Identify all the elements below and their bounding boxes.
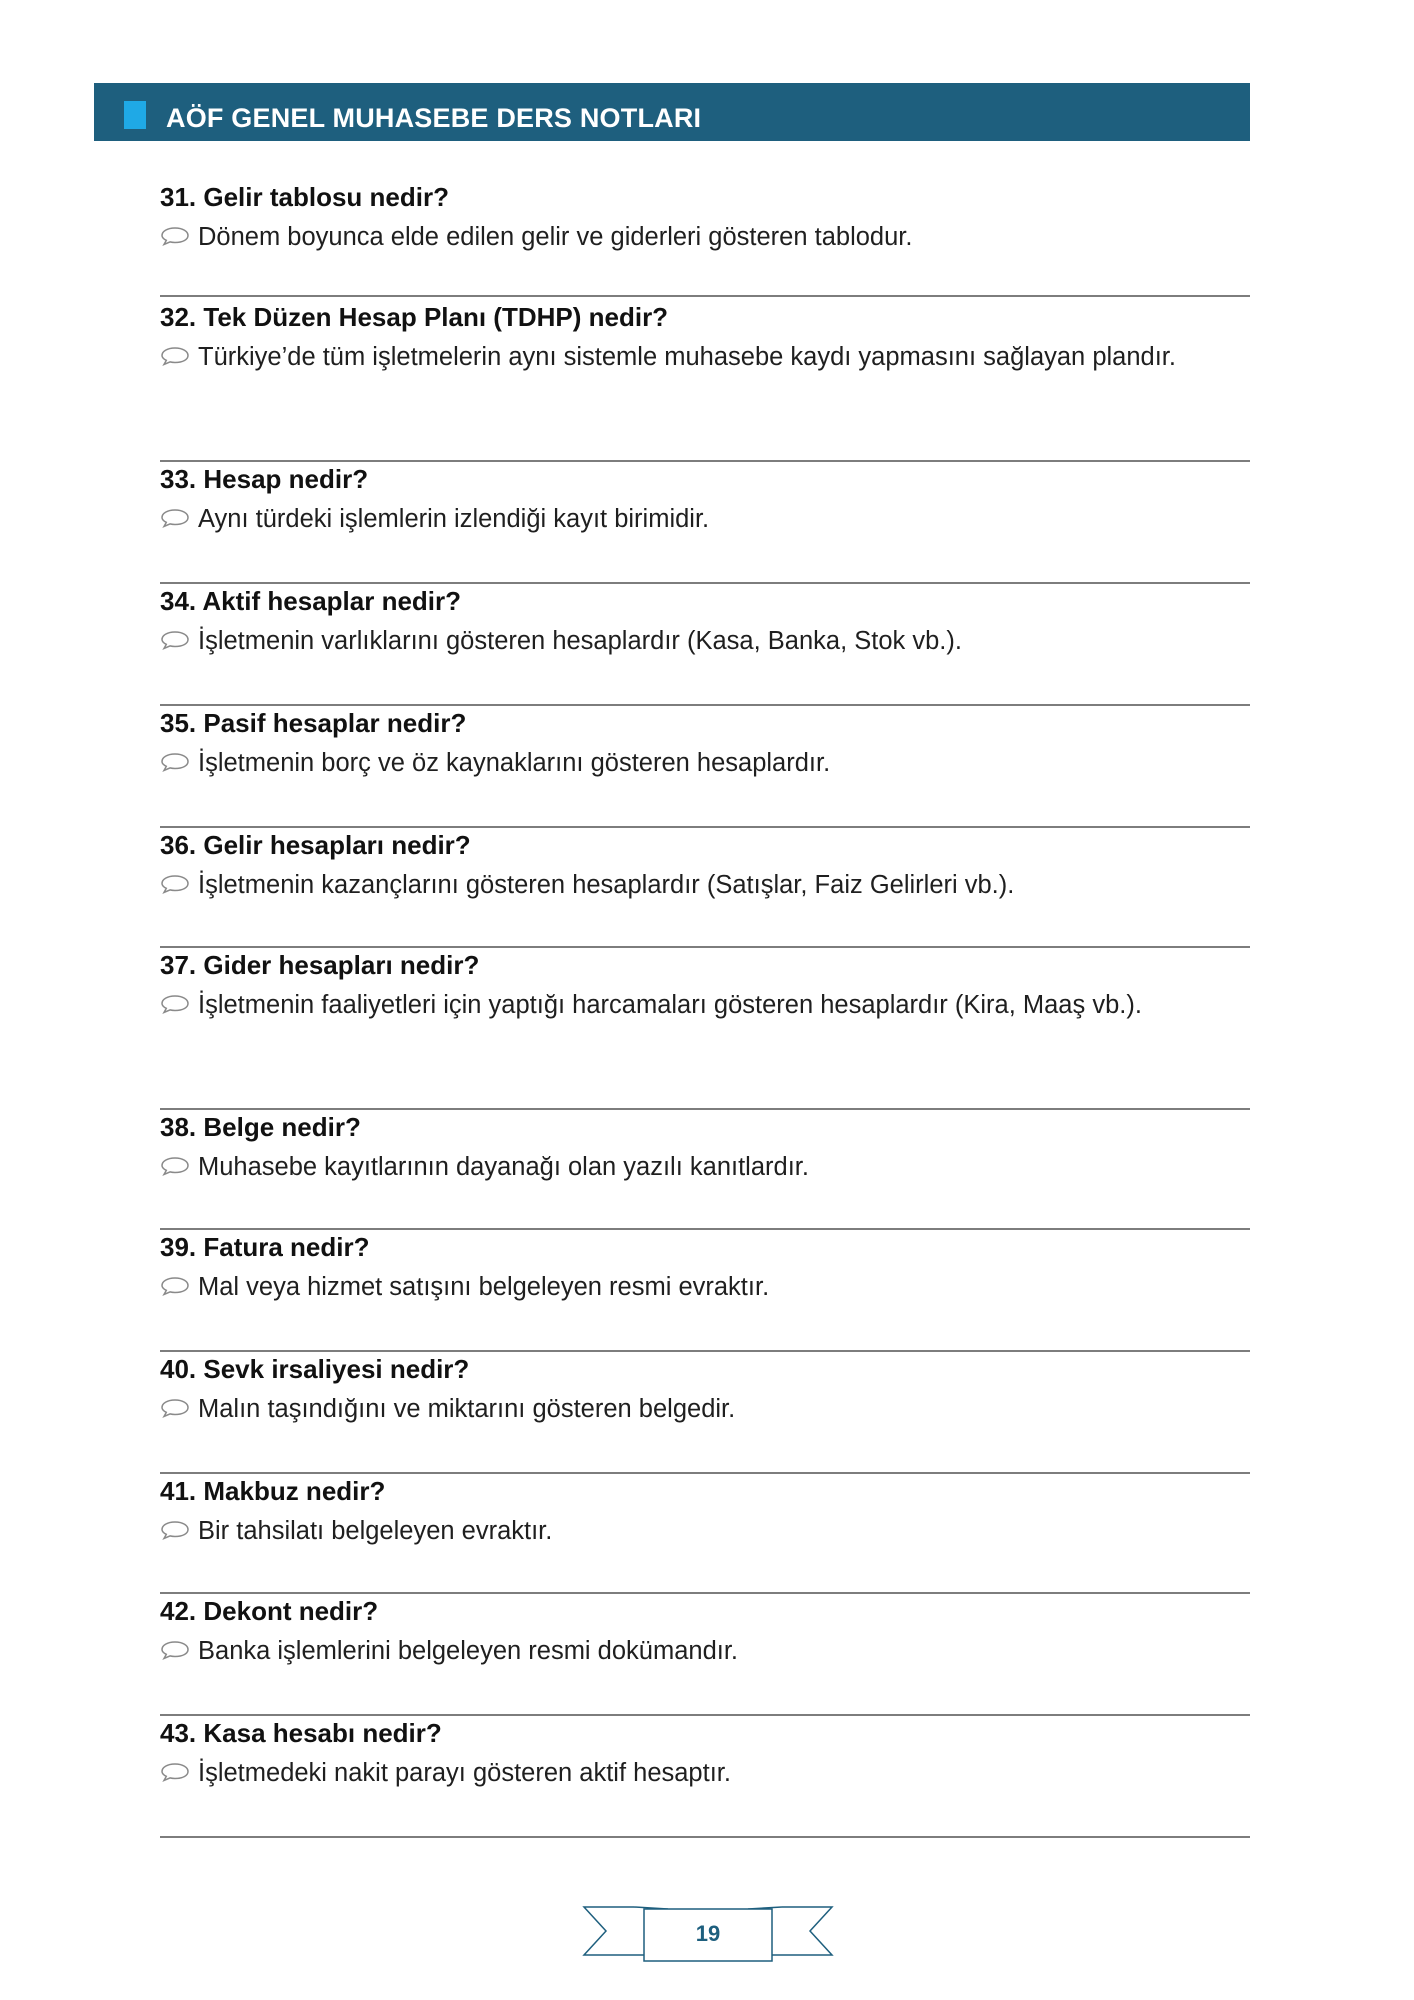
answer-text: İşletmenin faaliyetleri için yaptığı harcamaları gösteren hesaplardır (Kira, Maaş vb.). [198, 991, 1142, 1019]
answer-text: İşletmedeki nakit parayı gösteren aktif hesaptır. [198, 1759, 731, 1787]
answer [160, 866, 1250, 904]
speech-bubble-icon [160, 225, 190, 247]
qa-item-39 [160, 1230, 1250, 1352]
question: 36. Gelir hesapları nedir? [160, 830, 471, 860]
question: 43. Kasa hesabı nedir? [160, 1718, 442, 1748]
speech-bubble-icon [160, 629, 190, 651]
qa-item-31 [160, 180, 1250, 297]
speech-bubble-icon [160, 1639, 190, 1661]
speech-bubble-icon [160, 993, 190, 1015]
speech-bubble-icon [160, 1761, 190, 1783]
qa-item-41 [160, 1474, 1250, 1594]
answer-text: Türkiye’de tüm işletmelerin aynı sistemle muhasebe kaydı yapmasını sağlayan plandır. [198, 343, 1176, 371]
answer-text: Muhasebe kayıtlarının dayanağı olan yazılı kanıtlardır. [198, 1153, 809, 1181]
answer-text: Dönem boyunca elde edilen gelir ve giderleri gösteren tablodur. [198, 223, 913, 251]
answer [160, 338, 1250, 376]
qa-item-38 [160, 1110, 1250, 1230]
question: 31. Gelir tablosu nedir? [160, 182, 449, 212]
question: 37. Gider hesapları nedir? [160, 950, 480, 980]
page-footer [578, 1893, 838, 1973]
speech-bubble-icon [160, 1155, 190, 1177]
answer [160, 1632, 1250, 1670]
question: 39. Fatura nedir? [160, 1232, 370, 1262]
qa-item-34 [160, 584, 1250, 706]
qa-item-37 [160, 948, 1250, 1110]
qa-item-36 [160, 828, 1250, 948]
qa-item-32 [160, 300, 1250, 462]
answer [160, 986, 1250, 1024]
answer-text: İşletmenin kazançlarını gösteren hesaplardır (Satışlar, Faiz Gelirleri vb.). [198, 871, 1015, 899]
answer-text: İşletmenin borç ve öz kaynaklarını gösteren hesaplardır. [198, 749, 831, 777]
header-bar [94, 83, 1250, 141]
speech-bubble-icon [160, 751, 190, 773]
answer [160, 744, 1250, 782]
answer [160, 1754, 1250, 1792]
answer-text: Banka işlemlerini belgeleyen resmi dokümandır. [198, 1637, 739, 1665]
question: 40. Sevk irsaliyesi nedir? [160, 1354, 470, 1384]
question: 42. Dekont nedir? [160, 1596, 379, 1626]
answer [160, 622, 1250, 660]
answer-text: Bir tahsilatı belgeleyen evraktır. [198, 1517, 553, 1545]
qa-item-42 [160, 1594, 1250, 1716]
speech-bubble-icon [160, 873, 190, 895]
question: 35. Pasif hesaplar nedir? [160, 708, 467, 738]
qa-item-35 [160, 706, 1250, 828]
answer [160, 500, 1250, 538]
answer-text: Mal veya hizmet satışını belgeleyen resmi evraktır. [198, 1273, 770, 1301]
qa-item-43 [160, 1716, 1250, 1838]
question: 41. Makbuz nedir? [160, 1476, 386, 1506]
speech-bubble-icon [160, 1397, 190, 1419]
question: 34. Aktif hesaplar nedir? [160, 586, 462, 616]
speech-bubble-icon [160, 1519, 190, 1541]
speech-bubble-icon [160, 345, 190, 367]
qa-item-33 [160, 462, 1250, 584]
speech-bubble-icon [160, 1275, 190, 1297]
answer [160, 1268, 1250, 1306]
speech-bubble-icon [160, 507, 190, 529]
answer [160, 218, 1250, 256]
answer-text: Malın taşındığını ve miktarını gösteren belgedir. [198, 1395, 736, 1423]
answer-text: Aynı türdeki işlemlerin izlendiği kayıt birimidir. [198, 505, 710, 533]
header-square-icon [124, 101, 146, 129]
question: 38. Belge nedir? [160, 1112, 361, 1142]
answer-text: İşletmenin varlıklarını gösteren hesaplardır (Kasa, Banka, Stok vb.). [198, 627, 962, 655]
answer [160, 1148, 1250, 1186]
qa-item-40 [160, 1352, 1250, 1474]
page-number: 19 [695, 1921, 721, 1946]
answer [160, 1390, 1250, 1428]
question: 32. Tek Düzen Hesap Planı (TDHP) nedir? [160, 302, 669, 332]
page-title: AÖF GENEL MUHASEBE DERS NOTLARI [166, 103, 702, 133]
question: 33. Hesap nedir? [160, 464, 369, 494]
answer [160, 1512, 1250, 1550]
